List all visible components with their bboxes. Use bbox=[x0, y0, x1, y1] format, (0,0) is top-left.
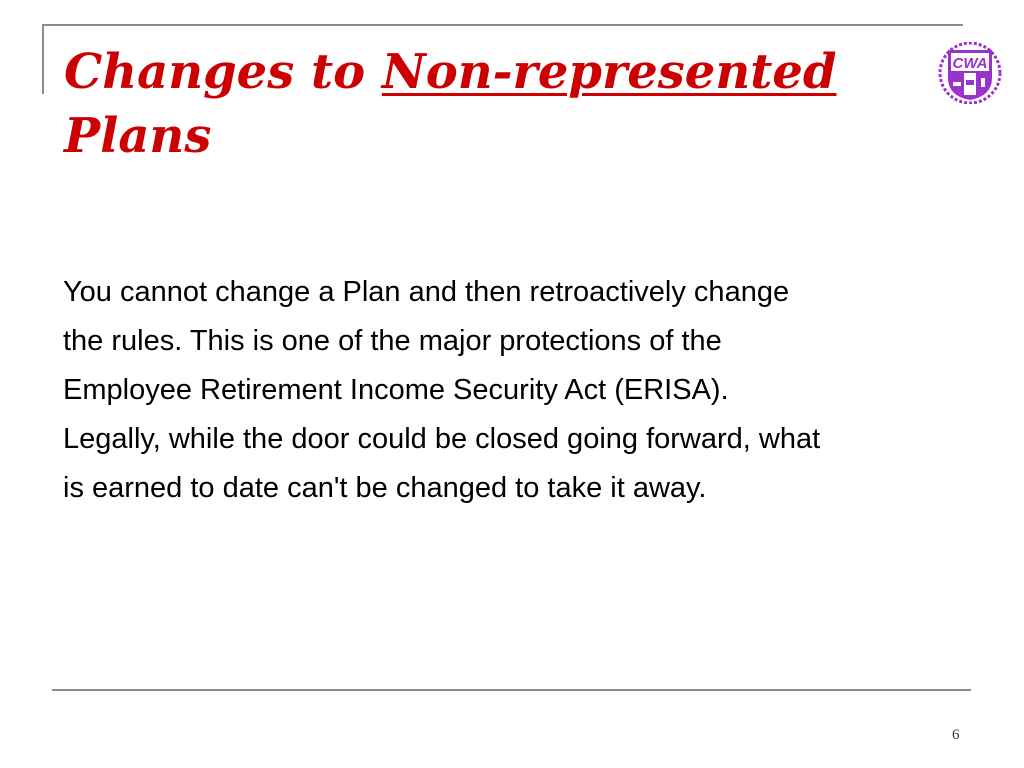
title-underlined: Non-represented bbox=[381, 44, 837, 100]
body-line: the rules. This is one of the major protections of the bbox=[63, 325, 722, 357]
body-line: Legally, while the door could be closed going forward, what bbox=[63, 423, 821, 455]
body-text bbox=[63, 268, 820, 513]
slide-title bbox=[64, 40, 837, 168]
title-part2: Plans bbox=[64, 108, 212, 164]
page-number: 6 bbox=[952, 727, 960, 743]
svg-text:CWA: CWA bbox=[952, 55, 988, 72]
bottom-rule bbox=[52, 689, 971, 691]
body-line: You cannot change a Plan and then retroactively change bbox=[63, 276, 790, 308]
cwa-logo-icon bbox=[938, 42, 1002, 104]
body-line: Employee Retirement Income Security Act (ERISA). bbox=[63, 374, 729, 406]
title-part1: Changes to bbox=[64, 44, 382, 100]
body-line: is earned to date can't be changed to take it away. bbox=[63, 472, 707, 504]
left-rule bbox=[42, 24, 44, 94]
top-rule bbox=[42, 24, 963, 26]
